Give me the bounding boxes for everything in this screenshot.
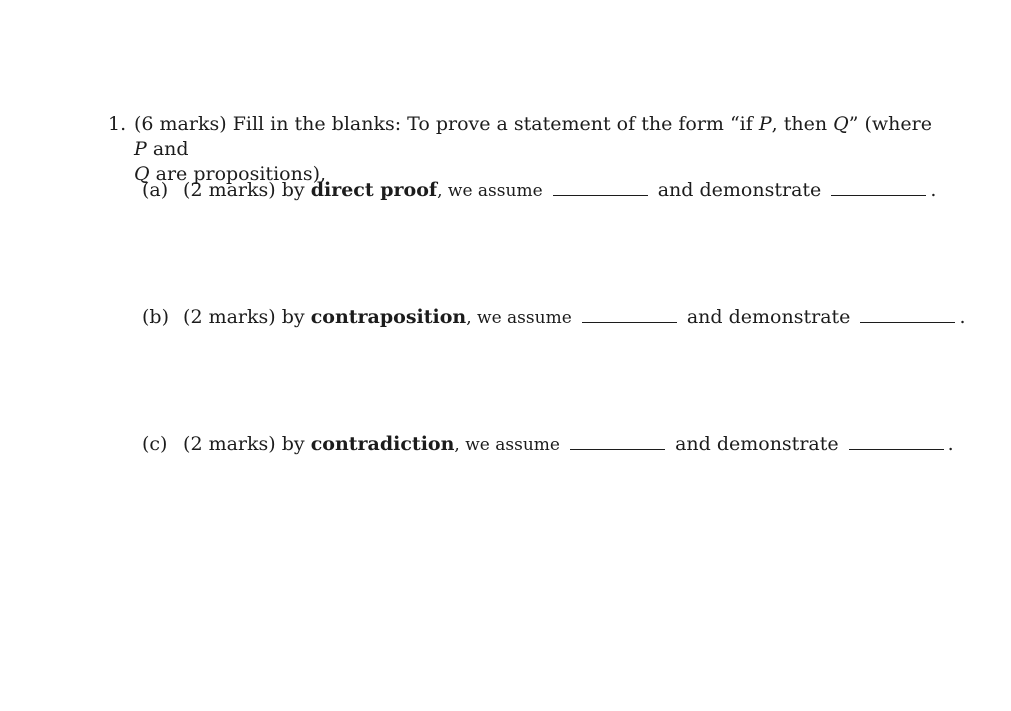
question-marks: (6 marks) [134,113,227,135]
question-line-two: are propositions), [155,163,327,185]
part-period: . [947,433,954,455]
answer-blank-demonstrate[interactable] [860,304,955,323]
answer-blank-assume[interactable] [553,177,648,196]
proposition-q: Q [833,113,849,135]
part-b [142,304,966,331]
part-assume: , we assume [454,435,560,455]
part-c [142,431,954,458]
part-period: . [930,179,937,201]
proposition-q-second: Q [134,163,150,185]
part-marks: (2 marks) [183,306,276,328]
part-period: . [959,306,966,328]
part-demonstrate: and demonstrate [686,306,851,328]
question-1 [108,112,938,187]
part-by: by [281,179,305,201]
method-term: contradiction [310,433,455,455]
question-stem [134,112,938,187]
answer-blank-demonstrate[interactable] [831,177,926,196]
question-and: and [152,138,189,160]
question-stem-start: Fill in the blanks: To prove a statement of the form “if [232,113,753,135]
part-label: (a) [142,179,169,201]
question-then: , then [771,113,828,135]
part-assume: , we assume [437,181,543,201]
part-demonstrate: and demonstrate [657,179,822,201]
part-demonstrate: and demonstrate [675,433,839,455]
proposition-p: P [758,113,772,135]
proposition-p-second: P [134,138,147,160]
part-marks: (2 marks) [183,433,276,455]
part-assume: , we assume [466,308,572,328]
question-stem-close: ” (where [848,113,932,135]
method-term: contraposition [310,306,467,328]
part-marks: (2 marks) [183,179,276,201]
part-label: (c) [142,433,168,455]
part-by: by [281,306,305,328]
method-term: direct proof [310,179,438,201]
answer-blank-assume[interactable] [570,431,665,450]
answer-blank-assume[interactable] [582,304,677,323]
question-number: 1. [108,113,127,135]
part-a [142,177,936,204]
part-by: by [281,433,305,455]
part-label: (b) [142,306,169,328]
answer-blank-demonstrate[interactable] [849,431,944,450]
